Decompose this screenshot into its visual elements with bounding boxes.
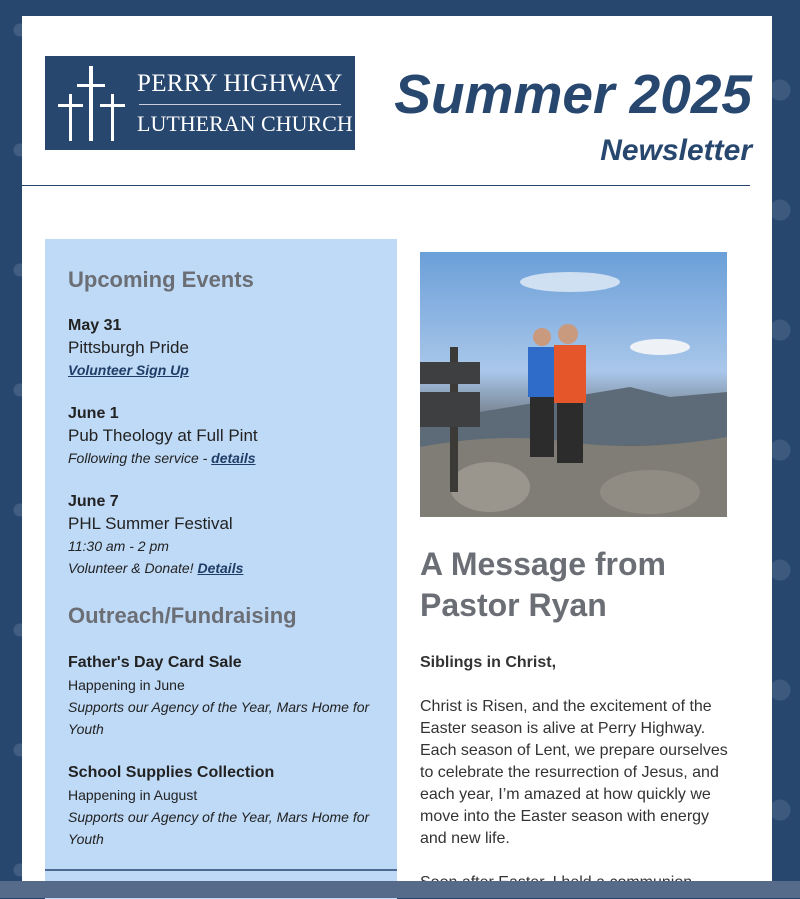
outreach-item	[68, 652, 378, 740]
outreach-note: Supports our Agency of the Year, Mars Home for Youth	[68, 699, 370, 737]
church-logo[interactable]	[45, 56, 355, 150]
logo-line2: LUTHERAN CHURCH	[137, 111, 353, 136]
event-date: May 31	[68, 317, 122, 334]
volunteer-signup-link[interactable]: Volunteer Sign Up	[68, 362, 189, 378]
outreach-title: School Supplies Collection	[68, 764, 275, 781]
event-date: June 1	[68, 405, 119, 422]
event-note: Volunteer & Donate!	[68, 560, 198, 576]
event-item	[68, 315, 378, 381]
event-time: 11:30 am - 2 pm	[68, 538, 169, 554]
pastor-message	[420, 544, 735, 894]
event-name: Pittsburgh Pride	[68, 338, 189, 357]
event-date: June 7	[68, 493, 119, 510]
outreach-note: Supports our Agency of the Year, Mars Home for Youth	[68, 809, 370, 847]
event-item	[68, 491, 378, 579]
details-link[interactable]: details	[211, 450, 256, 466]
mountain-photo-illustration	[420, 252, 727, 517]
event-note: Following the service -	[68, 450, 212, 466]
sidebar-divider	[45, 869, 397, 871]
outreach-when: Happening in June	[68, 677, 185, 693]
logo-line1: PERRY HIGHWAY	[137, 70, 343, 97]
crosses-icon	[55, 66, 125, 141]
newsletter-subtitle: Newsletter	[600, 134, 752, 167]
outreach-title: Father's Day Card Sale	[68, 654, 242, 671]
bottom-bar	[0, 881, 800, 898]
message-greeting: Siblings in Christ,	[420, 654, 557, 671]
pastor-photo	[420, 252, 727, 517]
message-heading: A Message from Pastor Ryan	[420, 546, 666, 623]
outreach-item	[68, 762, 378, 850]
header-divider	[22, 185, 750, 186]
outreach-heading: Outreach/Fundraising	[68, 603, 297, 628]
sidebar	[45, 239, 397, 899]
newsletter-page	[22, 16, 772, 882]
details-link[interactable]: Details	[197, 560, 244, 576]
event-item	[68, 403, 378, 469]
event-name: PHL Summer Festival	[68, 514, 233, 533]
message-paragraph: Christ is Risen, and the excitement of the Easter season is alive at Perry Highway. Each season of Lent, we prepare ourselves to celebrate the resurrection of Jesus, and each year, I’m amazed at how quickly we move into the Easter season with energy and new life.	[420, 698, 728, 847]
event-name: Pub Theology at Full Pint	[68, 426, 258, 445]
logo-divider	[139, 104, 341, 105]
outreach-when: Happening in August	[68, 787, 198, 803]
newsletter-title: Summer 2025	[394, 63, 752, 125]
events-heading: Upcoming Events	[68, 267, 254, 292]
